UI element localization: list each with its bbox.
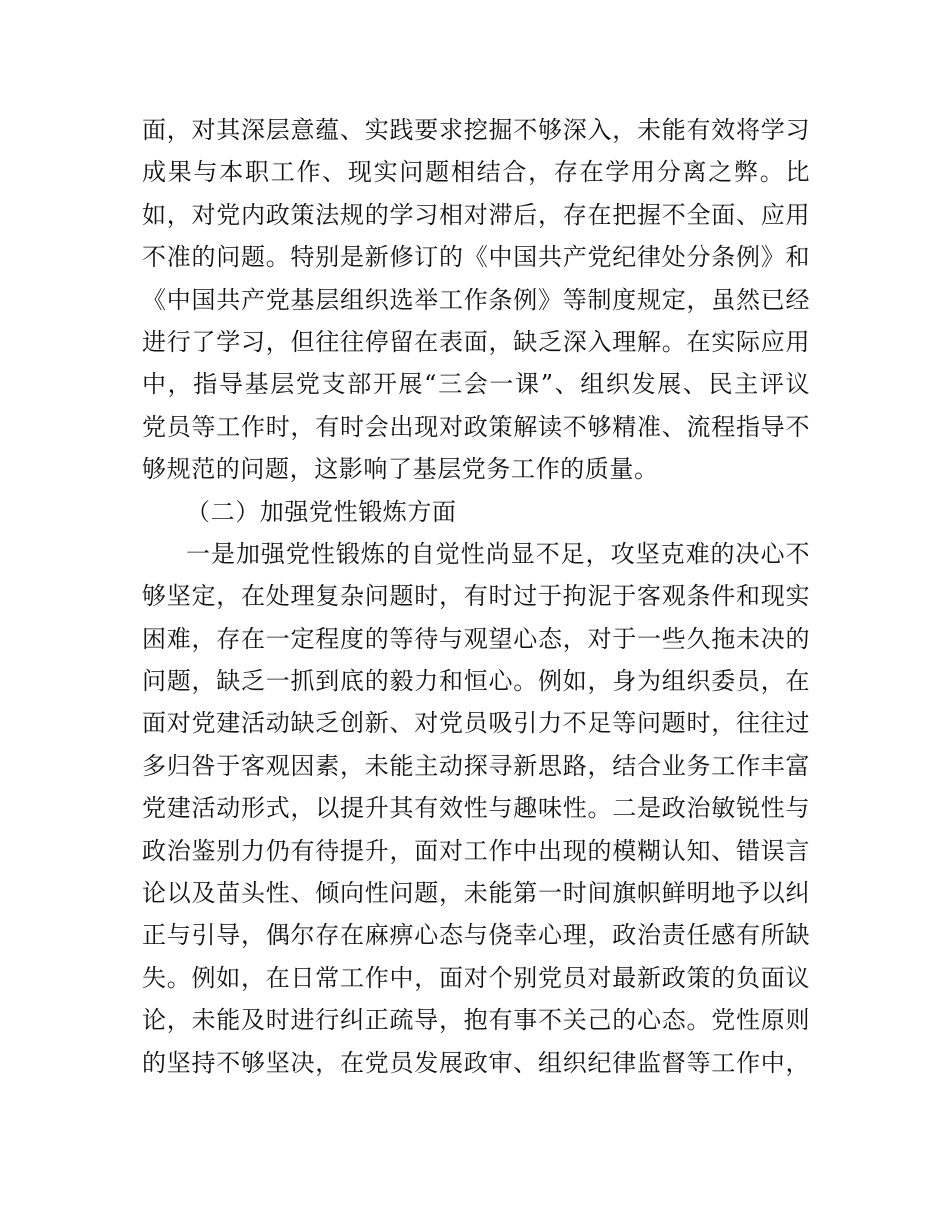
text-line: 党员等工作时，有时会出现对政策解读不够精准、流程指导不 xyxy=(142,412,810,441)
text-line: 的坚持不够坚决，在党员发展政审、组织纪律监督等工作中， xyxy=(142,1048,810,1077)
paragraph-party-spirit xyxy=(142,533,810,1084)
text-line: 困难，存在一定程度的等待与观望心态，对于一些久拖未决的 xyxy=(142,624,810,653)
text-line: 中，指导基层党支部开展“三会一课”、组织发展、民主评议 xyxy=(142,370,810,399)
text-line: 成果与本职工作、现实问题相结合，存在学用分离之弊。比 xyxy=(142,158,810,187)
text-line: 失。例如，在日常工作中，面对个别党员对最新政策的负面议 xyxy=(142,963,810,992)
text-line: 够规范的问题，这影响了基层党务工作的质量。 xyxy=(142,455,659,484)
text-line: 面对党建活动缺乏创新、对党员吸引力不足等问题时，往往过 xyxy=(142,709,810,738)
text-line: 问题，缺乏一抓到底的毅力和恒心。例如，身为组织委员，在 xyxy=(142,667,810,696)
text-line: 政治鉴别力仍有待提升，面对工作中出现的模糊认知、错误言 xyxy=(142,836,810,865)
text-line: 面，对其深层意蕴、实践要求挖掘不够深入，未能有效将学习 xyxy=(142,116,810,144)
text-line: 论，未能及时进行纠正疏导，抱有事不关己的心态。党性原则 xyxy=(142,1006,810,1035)
text-line: 论以及苗头性、倾向性问题，未能第一时间旗帜鲜明地予以纠 xyxy=(142,879,810,908)
text-line: 《中国共产党基层组织选举工作条例》等制度规定，虽然已经 xyxy=(142,285,810,314)
paragraph-study-application xyxy=(142,109,810,491)
text-line: 不准的问题。特别是新修订的《中国共产党纪律处分条例》和 xyxy=(142,243,810,272)
section-heading: （二）加强党性锻炼方面 xyxy=(186,497,457,526)
text-line: 如，对党内政策法规的学习相对滞后，存在把握不全面、应用 xyxy=(142,200,810,229)
text-line: 正与引导，偶尔存在麻痹心态与侥幸心理，政治责任感有所缺 xyxy=(142,921,810,950)
text-line: 多归咎于客观因素，未能主动探寻新思路，结合业务工作丰富 xyxy=(142,751,810,780)
text-line: 进行了学习，但往往停留在表面，缺乏深入理解。在实际应用 xyxy=(142,327,810,356)
text-line: 党建活动形式，以提升其有效性与趣味性。二是政治敏锐性与 xyxy=(142,794,810,823)
text-line: 够坚定，在处理复杂问题时，有时过于拘泥于客观条件和现实 xyxy=(142,582,810,611)
document-body xyxy=(142,109,810,1084)
text-line: 一是加强党性锻炼的自觉性尚显不足，攻坚克难的决心不 xyxy=(186,539,810,568)
